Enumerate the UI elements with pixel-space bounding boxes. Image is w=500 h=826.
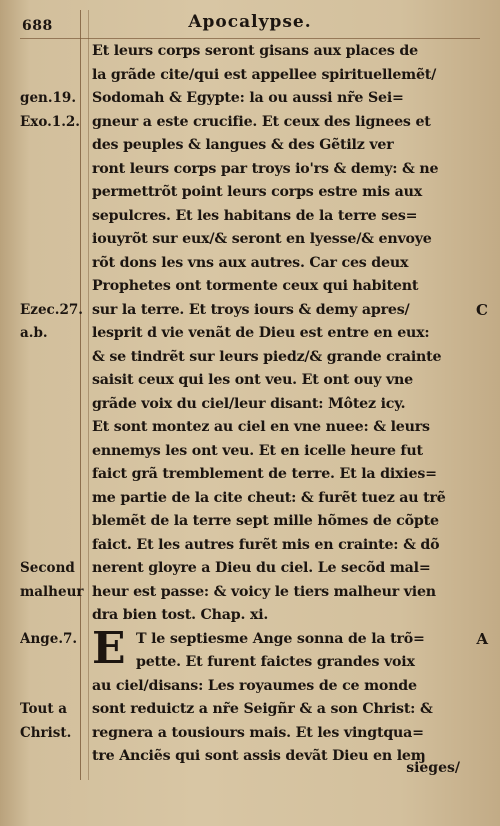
text-line: dra bien tost. Chap. xi. (92, 607, 269, 623)
text-line: faict. Et les autres furẽt mis en crainte: & dõ (92, 536, 440, 553)
margin-note: Second (20, 560, 75, 576)
text-line: Et sont montez au ciel en vne nuee: & leurs (92, 419, 430, 435)
text-line: la grãde cite/qui est appellee spirituellemẽt/ (92, 66, 437, 83)
section-letter: A (476, 629, 488, 648)
text-line: heur est passe: & voicy le tiers malheur vien (92, 583, 436, 600)
margin-note: Exo.1.2. (20, 113, 80, 130)
text-line: Prophetes ont tormente ceux qui habitent (92, 278, 419, 294)
text-line: grãde voix du ciel/leur disant: Môtez icy. (92, 395, 406, 412)
header-rule (20, 38, 480, 39)
text-line: nerent gloyre a Dieu du ciel. Le secõd mal= (92, 560, 431, 576)
text-line: sepulcres. Et les habitans de la terre ses= (92, 207, 418, 224)
text-line: regnera a tousiours mais. Et les vingtqua= (92, 724, 424, 741)
text-line: & se tindrẽt sur leurs piedz/& grande crainte (92, 348, 442, 365)
main-text (92, 40, 470, 769)
text-line: saisit ceux qui les ont veu. Et ont ouy vne (92, 372, 413, 388)
margin-rule-inner (88, 10, 89, 780)
margin-note: gen.19. (20, 90, 77, 106)
text-line: tre Anciẽs qui sont assis devãt Dieu en leɱ (92, 748, 426, 764)
margin-note: Ezec.27. (20, 301, 83, 318)
text-line: T le septiesme Ange sonna de la trõ= (136, 630, 425, 647)
text-line: ennemys les ont veu. Et en icelle heure fut (92, 442, 423, 459)
section-letter: C (476, 300, 488, 319)
text-line: Sodomah & Egypte: la ou aussi nr̃e Sei= (92, 90, 404, 106)
drop-cap: E (92, 622, 126, 674)
margin-note: malheur (20, 583, 84, 600)
catchword: sieges/ (406, 760, 460, 776)
text-line: ront leurs corps par troys io'rs & demy: & ne (92, 160, 439, 177)
text-line: au ciel/disans: Les royaumes de ce monde (92, 677, 417, 694)
text-line: Et leurs corps seront gisans aux places de (92, 43, 418, 59)
text-line: des peuples & langues & des Gẽtilz ver (92, 137, 394, 153)
text-line: me partie de la cite cheut: & furẽt tuez au trẽ (92, 489, 446, 506)
text-line: lesprit d vie venãt de Dieu est entre en eux: (92, 325, 430, 341)
folio-number: 688 (22, 18, 53, 34)
text-line: sont reduictz a nr̃e Seigñr & a son Christ: & (92, 701, 433, 717)
text-line: permettrõt point leurs corps estre mis aux (92, 184, 423, 200)
text-line: pette. Et furent faictes grandes voix (136, 654, 415, 670)
margin-note: a.b. (20, 325, 48, 341)
text-line: sur la terre. Et troys iours & demy apres/ (92, 301, 410, 318)
running-head: Apocalypse. (188, 12, 312, 32)
margin-note: Ange.7. (20, 630, 78, 647)
text-line: gneur a este crucifie. Et ceux des lignees et (92, 113, 431, 130)
margin-note: Christ. (20, 724, 72, 741)
text-line: rõt dons les vns aux autres. Car ces deux (92, 254, 409, 271)
text-line: faict grã tremblement de terre. Et la dixies= (92, 466, 437, 482)
text-line: blemẽt de la terre sept mille hõmes de cõpte (92, 513, 439, 529)
text-line: iouyrõt sur eux/& seront en lyesse/& envoye (92, 231, 432, 247)
margin-note: Tout a (20, 701, 67, 717)
